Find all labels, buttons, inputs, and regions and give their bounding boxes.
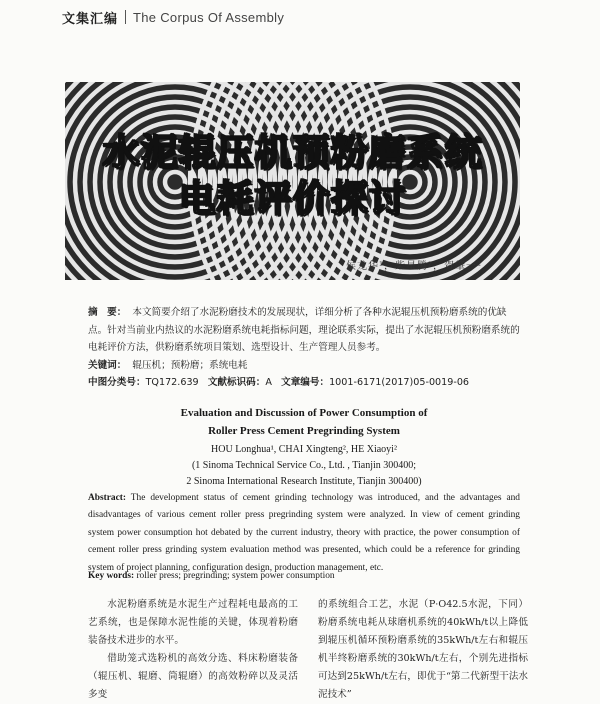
corpus-title: The Corpus Of Assembly bbox=[133, 9, 285, 25]
clc-label: 中图分类号： bbox=[88, 376, 146, 388]
abstract-cn bbox=[88, 304, 520, 357]
page-header bbox=[62, 6, 284, 28]
body-paragraph: 的系统组合工艺，水泥（P·O42.5水泥，下同）粉磨系统电耗从球磨机系统的40kWh/t以上降低到辊压机循环预粉磨系统的35kWh/t左右和辊压机半终粉磨系统的30kWh/t左右，个别先进指标可达到25kWh/t左右，即优于“第二代新型干法水泥技术” bbox=[318, 599, 528, 700]
title-line-1: 水泥辊压机预粉磨系统 bbox=[102, 131, 483, 174]
english-keywords-text: roller press; pregrinding; system power consumption bbox=[136, 571, 335, 581]
english-abstract-label: Abstract: bbox=[88, 493, 127, 503]
english-authors: HOU Longhua¹, CHAI Xingteng², HE Xiaoyi² bbox=[211, 444, 397, 455]
affiliation-2: 2 Sinoma International Research Institute, Tianjin 300400) bbox=[186, 476, 422, 487]
english-title-line-2: Roller Press Cement Pregrinding System bbox=[208, 425, 400, 437]
title-line-2: 电耗评价探讨 bbox=[178, 177, 407, 220]
english-title bbox=[88, 404, 520, 440]
title-block bbox=[65, 130, 520, 222]
body-paragraph: 水泥粉磨系统是水泥生产过程耗电最高的工艺系统，也是保障水泥性能的关键，体现着粉磨装备技术进步的水平。 bbox=[88, 599, 298, 646]
body-column-left bbox=[88, 596, 298, 704]
keywords-cn-label: 关键词： bbox=[88, 359, 127, 371]
doc-code-label: 文献标识码： bbox=[207, 376, 266, 388]
body-paragraph: 借助笼式选粉机的高效分选、料床粉磨装备（辊压机、辊磨、筒辊磨）的高效粉碎以及灵活多变 bbox=[88, 653, 298, 700]
doc-code-value: A bbox=[265, 376, 272, 388]
keywords-cn bbox=[88, 357, 520, 374]
english-abstract-text: The development status of cement grinding technology was introduced, and the advantages and disadvantages of various cement roller press pregrinding system were analyzed. In view of cement grinding system power consumption hot debated by the current industry, theory with practice, the power consumption of cement roller press grinding system evaluation method was presented, which could be a reference for grinding system of project planning, configuration design, production management, etc. bbox=[88, 493, 520, 573]
english-abstract bbox=[88, 490, 520, 577]
abstract-cn-label: 摘 要： bbox=[88, 307, 127, 318]
body-column-right bbox=[318, 596, 528, 704]
english-title-line-1: Evaluation and Discussion of Power Consumption of bbox=[180, 407, 428, 419]
article-no-value: 1001-6171(2017)05-0019-06 bbox=[329, 376, 470, 388]
english-keywords-label: Key words: bbox=[88, 571, 135, 581]
affiliation-1: (1 Sinoma Technical Service Co., Ltd. , Tianjin 300400; bbox=[191, 460, 417, 471]
section-title: 文集汇编 bbox=[62, 11, 119, 27]
abstract-cn-block bbox=[88, 304, 520, 391]
abstract-cn-text: 本文简要介绍了水泥粉磨技术的发展现状，详细分析了各种水泥辊压机预粉磨系统的优缺点。针对当前业内热议的水泥粉磨系统电耗指标问题，理论联系实际，提出了水泥辊压机预粉磨系统的电耗评价方法，供粉磨系统项目策划、选型设计、生产管理人员参考。 bbox=[88, 307, 520, 353]
english-keywords bbox=[88, 571, 520, 581]
clc-value: TQ172.639 bbox=[145, 376, 199, 388]
keywords-cn-text: 辊压机；预粉磨；系统电耗 bbox=[132, 359, 248, 371]
authors-cn: 侯龙华¹，柴星腾²，贺肇一² bbox=[345, 261, 482, 272]
title-banner bbox=[65, 82, 520, 280]
article-no-label: 文章编号： bbox=[281, 376, 330, 388]
classification-line bbox=[88, 374, 520, 391]
english-authors-block bbox=[88, 442, 520, 490]
header-divider bbox=[125, 10, 126, 24]
